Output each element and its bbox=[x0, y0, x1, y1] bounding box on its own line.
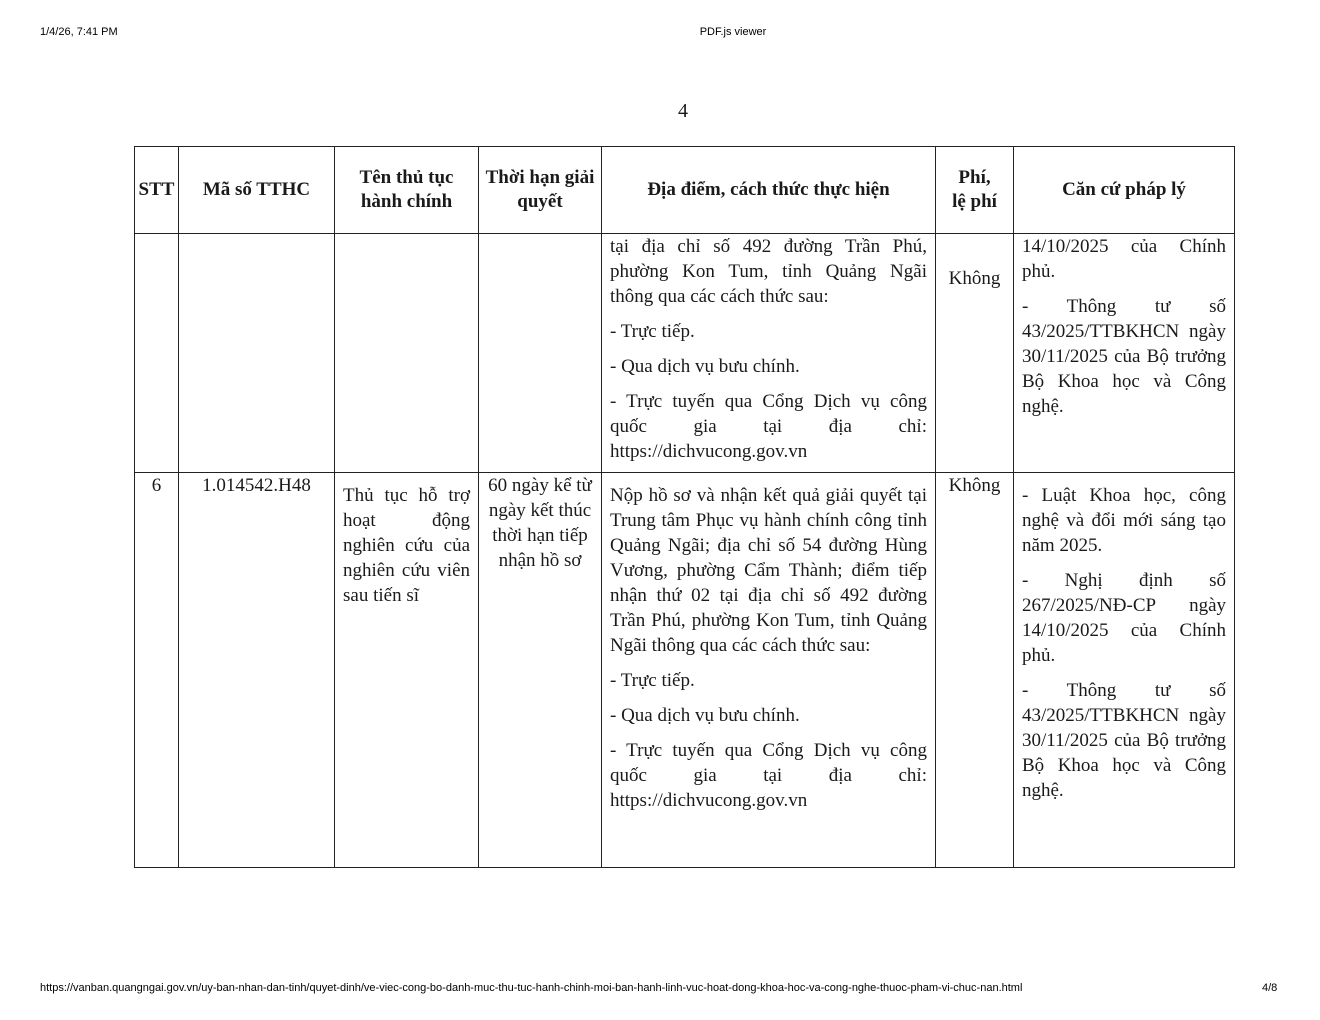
cell-code bbox=[179, 234, 335, 473]
place-text: - Qua dịch vụ bưu chính. bbox=[610, 705, 800, 726]
source-url: https://vanban.quangngai.gov.vn/uy-ban-nhan-dan-tinh/quyet-dinh/ve-viec-cong-bo-danh-muc-thu-tuc-hanh-chinh-moi-ban-hanh-linh-vuc-hoat-dong-khoa-hoc-va-cong-nghe-thuoc-pham-vi-chuc-nan.html bbox=[40, 982, 1023, 994]
table-row bbox=[135, 234, 1235, 473]
header-name: Tên thủ tục hành chính bbox=[335, 147, 479, 234]
legal-text: - Thông tư số 43/2025/TTBKHCN ngày 30/11/2025 của Bộ trưởng Bộ Khoa học và Công nghệ. bbox=[1022, 680, 1226, 801]
print-page-count: 4/8 bbox=[1262, 982, 1278, 994]
print-header bbox=[0, 26, 1320, 42]
cell-name bbox=[335, 234, 479, 473]
legal-text: - Nghị định số 267/2025/NĐ-CP ngày 14/10/2025 của Chính phủ. bbox=[1022, 570, 1226, 666]
cell-fee bbox=[936, 234, 1014, 473]
print-footer bbox=[0, 982, 1320, 998]
place-text: - Trực tuyến qua Cổng Dịch vụ công quốc gia tại địa chỉ: https://dichvucong.gov.vn bbox=[610, 740, 927, 811]
header-code: Mã số TTHC bbox=[179, 147, 335, 234]
place-text: - Trực tiếp. bbox=[610, 321, 695, 342]
cell-stt bbox=[135, 234, 179, 473]
header-place: Địa điểm, cách thức thực hiện bbox=[602, 147, 936, 234]
cell-code: 1.014542.H48 bbox=[179, 473, 335, 868]
print-date: 1/4/26, 7:41 PM bbox=[40, 26, 118, 38]
fee-text: Không bbox=[948, 268, 1001, 289]
header-fee: Phí, lệ phí bbox=[936, 147, 1014, 234]
cell-legal bbox=[1014, 234, 1235, 473]
procedure-table bbox=[134, 146, 1235, 868]
cell-deadline bbox=[479, 473, 602, 868]
table-row bbox=[135, 473, 1235, 868]
header-stt: STT bbox=[135, 147, 179, 234]
cell-deadline bbox=[479, 234, 602, 473]
cell-place bbox=[602, 234, 936, 473]
header-legal: Căn cứ pháp lý bbox=[1014, 147, 1235, 234]
place-text: - Trực tuyến qua Cổng Dịch vụ công quốc gia tại địa chỉ: https://dichvucong.gov.vn bbox=[610, 391, 927, 462]
cell-fee: Không bbox=[936, 473, 1014, 868]
procedure-name: Thủ tục hỗ trợ hoạt động nghiên cứu của nghiên cứu viên sau tiến sĩ bbox=[343, 485, 470, 606]
cell-place bbox=[602, 473, 936, 868]
cell-legal bbox=[1014, 473, 1235, 868]
legal-text: - Thông tư số 43/2025/TTBKHCN ngày 30/11/2025 của Bộ trưởng Bộ Khoa học và Công nghệ. bbox=[1022, 296, 1226, 417]
place-text: - Trực tiếp. bbox=[610, 670, 695, 691]
table-header-row bbox=[135, 147, 1235, 234]
place-text: tại địa chỉ số 492 đường Trần Phú, phường Kon Tum, tỉnh Quảng Ngãi thông qua các cách thức sau: bbox=[610, 236, 927, 307]
deadline-text: 60 ngày kể từ ngày kết thúc thời hạn tiếp nhận hồ sơ bbox=[488, 475, 592, 571]
place-text: - Qua dịch vụ bưu chính. bbox=[610, 356, 800, 377]
place-text: Nộp hồ sơ và nhận kết quả giải quyết tại Trung tâm Phục vụ hành chính công tỉnh Quảng Ngãi; địa chỉ số 54 đường Hùng Vương, phường Cẩm Thành; điểm tiếp nhận thứ 02 tại địa chỉ số 492 đường Trần Phú, phường Kon Tum, tỉnh Quảng Ngãi thông qua các cách thức sau: bbox=[610, 485, 927, 656]
legal-text: - Luật Khoa học, công nghệ và đổi mới sáng tạo năm 2025. bbox=[1022, 485, 1226, 556]
cell-stt: 6 bbox=[135, 473, 179, 868]
header-deadline: Thời hạn giải quyết bbox=[479, 147, 602, 234]
legal-text: 14/10/2025 của Chính phủ. bbox=[1022, 236, 1226, 282]
cell-name bbox=[335, 473, 479, 868]
page-number: 4 bbox=[678, 100, 688, 122]
print-title: PDF.js viewer bbox=[699, 26, 767, 38]
